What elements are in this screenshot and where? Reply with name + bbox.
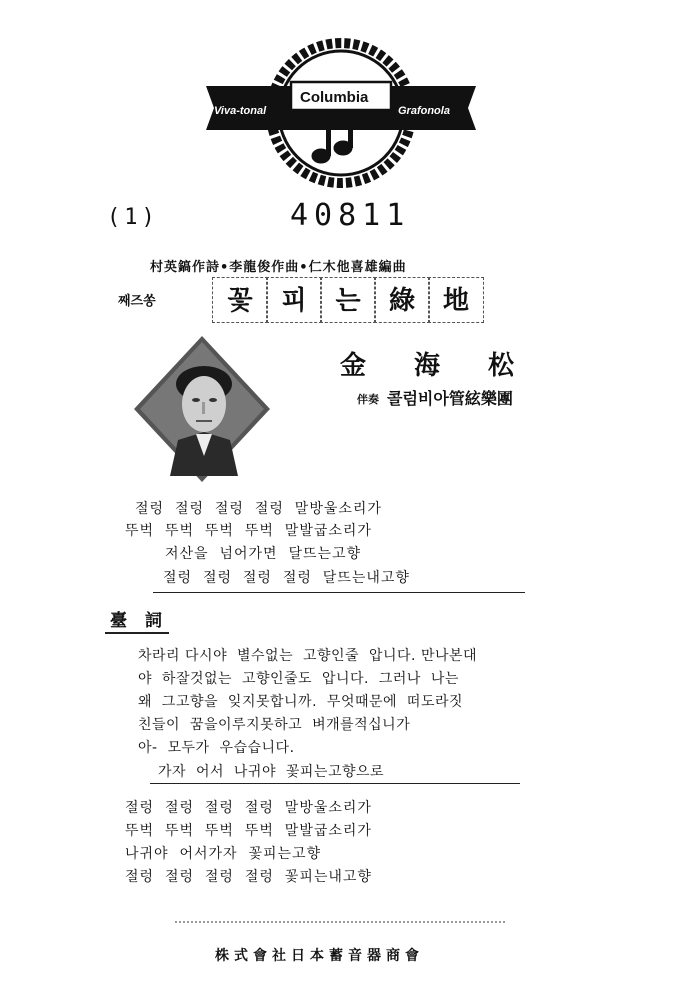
title-char-2: 피 xyxy=(266,277,322,323)
dialog-line-2: 야 하잘것없는 고향인줄도 압니다. 그러나 나는 xyxy=(138,671,459,687)
singer-name: 金海松 xyxy=(340,351,563,381)
title-char-5: 地 xyxy=(428,277,484,323)
dialog-line-3: 왜 그고향을 잊지못합니까. 무엇때문에 떠도라짓 xyxy=(138,694,464,710)
side-number: (1) xyxy=(107,205,159,230)
logo-brand-text: Columbia xyxy=(300,89,369,106)
dialog-line-6: 가자 어서 나귀야 꽃피는고향으로 xyxy=(158,764,385,780)
title-char-1: 꽃 xyxy=(212,277,268,323)
divider-line xyxy=(153,592,525,593)
verse1-line-1: 절렁 절렁 절렁 절렁 말방울소리가 xyxy=(135,501,382,517)
verse2-line-1: 절렁 절렁 절렁 절렁 말방울소리가 xyxy=(125,800,372,816)
verse1-line-4: 절렁 절렁 절렁 절렁 달뜨는내고향 xyxy=(163,570,410,586)
record-number: 40811 xyxy=(290,198,411,233)
accompaniment-label: 伴奏 xyxy=(357,393,379,406)
verse1-line-2: 뚜벅 뚜벅 뚜벅 뚜벅 말발굽소리가 xyxy=(125,523,372,539)
divider-line xyxy=(150,783,520,784)
title-char-4: 綠 xyxy=(374,277,430,323)
dialog-line-5: 아- 모두가 우습습니다. xyxy=(138,740,295,756)
dialog-heading-underline xyxy=(105,632,169,634)
accompaniment-text: 콜럼비아管絃樂團 xyxy=(387,389,513,408)
dotted-divider xyxy=(175,921,505,923)
company-name: 株式會社日本蓄音器商會 xyxy=(215,948,424,964)
logo-left-band-text: Viva-tonal xyxy=(214,105,267,117)
logo-right-band-text: Grafonola xyxy=(398,105,450,117)
verse2-line-4: 절렁 절렁 절렁 절렁 꽃피는내고향 xyxy=(125,869,372,885)
dialog-line-1: 차라리 다시야 별수없는 고향인줄 압니다. 만나본대 xyxy=(138,648,478,664)
title-char-3: 는 xyxy=(320,277,376,323)
dialog-line-4: 친들이 꿈을이루지못하고 벼개를적십니가 xyxy=(138,717,411,733)
verse1-line-3: 저산을 넘어가면 달뜨는고향 xyxy=(165,546,362,562)
verse2-line-3: 나귀야 어서가자 꽃피는고향 xyxy=(125,846,322,862)
dialog-heading: 臺詞 xyxy=(110,611,180,631)
verse2-line-2: 뚜벅 뚜벅 뚜벅 뚜벅 말발굽소리가 xyxy=(125,823,372,839)
singer-portrait xyxy=(134,336,270,482)
genre-label: 째즈쏭 xyxy=(118,294,156,309)
columbia-logo xyxy=(196,38,486,188)
composer-credits: 村英鎬作詩•李龍俊作曲•仁木他喜雄編曲 xyxy=(150,260,407,275)
